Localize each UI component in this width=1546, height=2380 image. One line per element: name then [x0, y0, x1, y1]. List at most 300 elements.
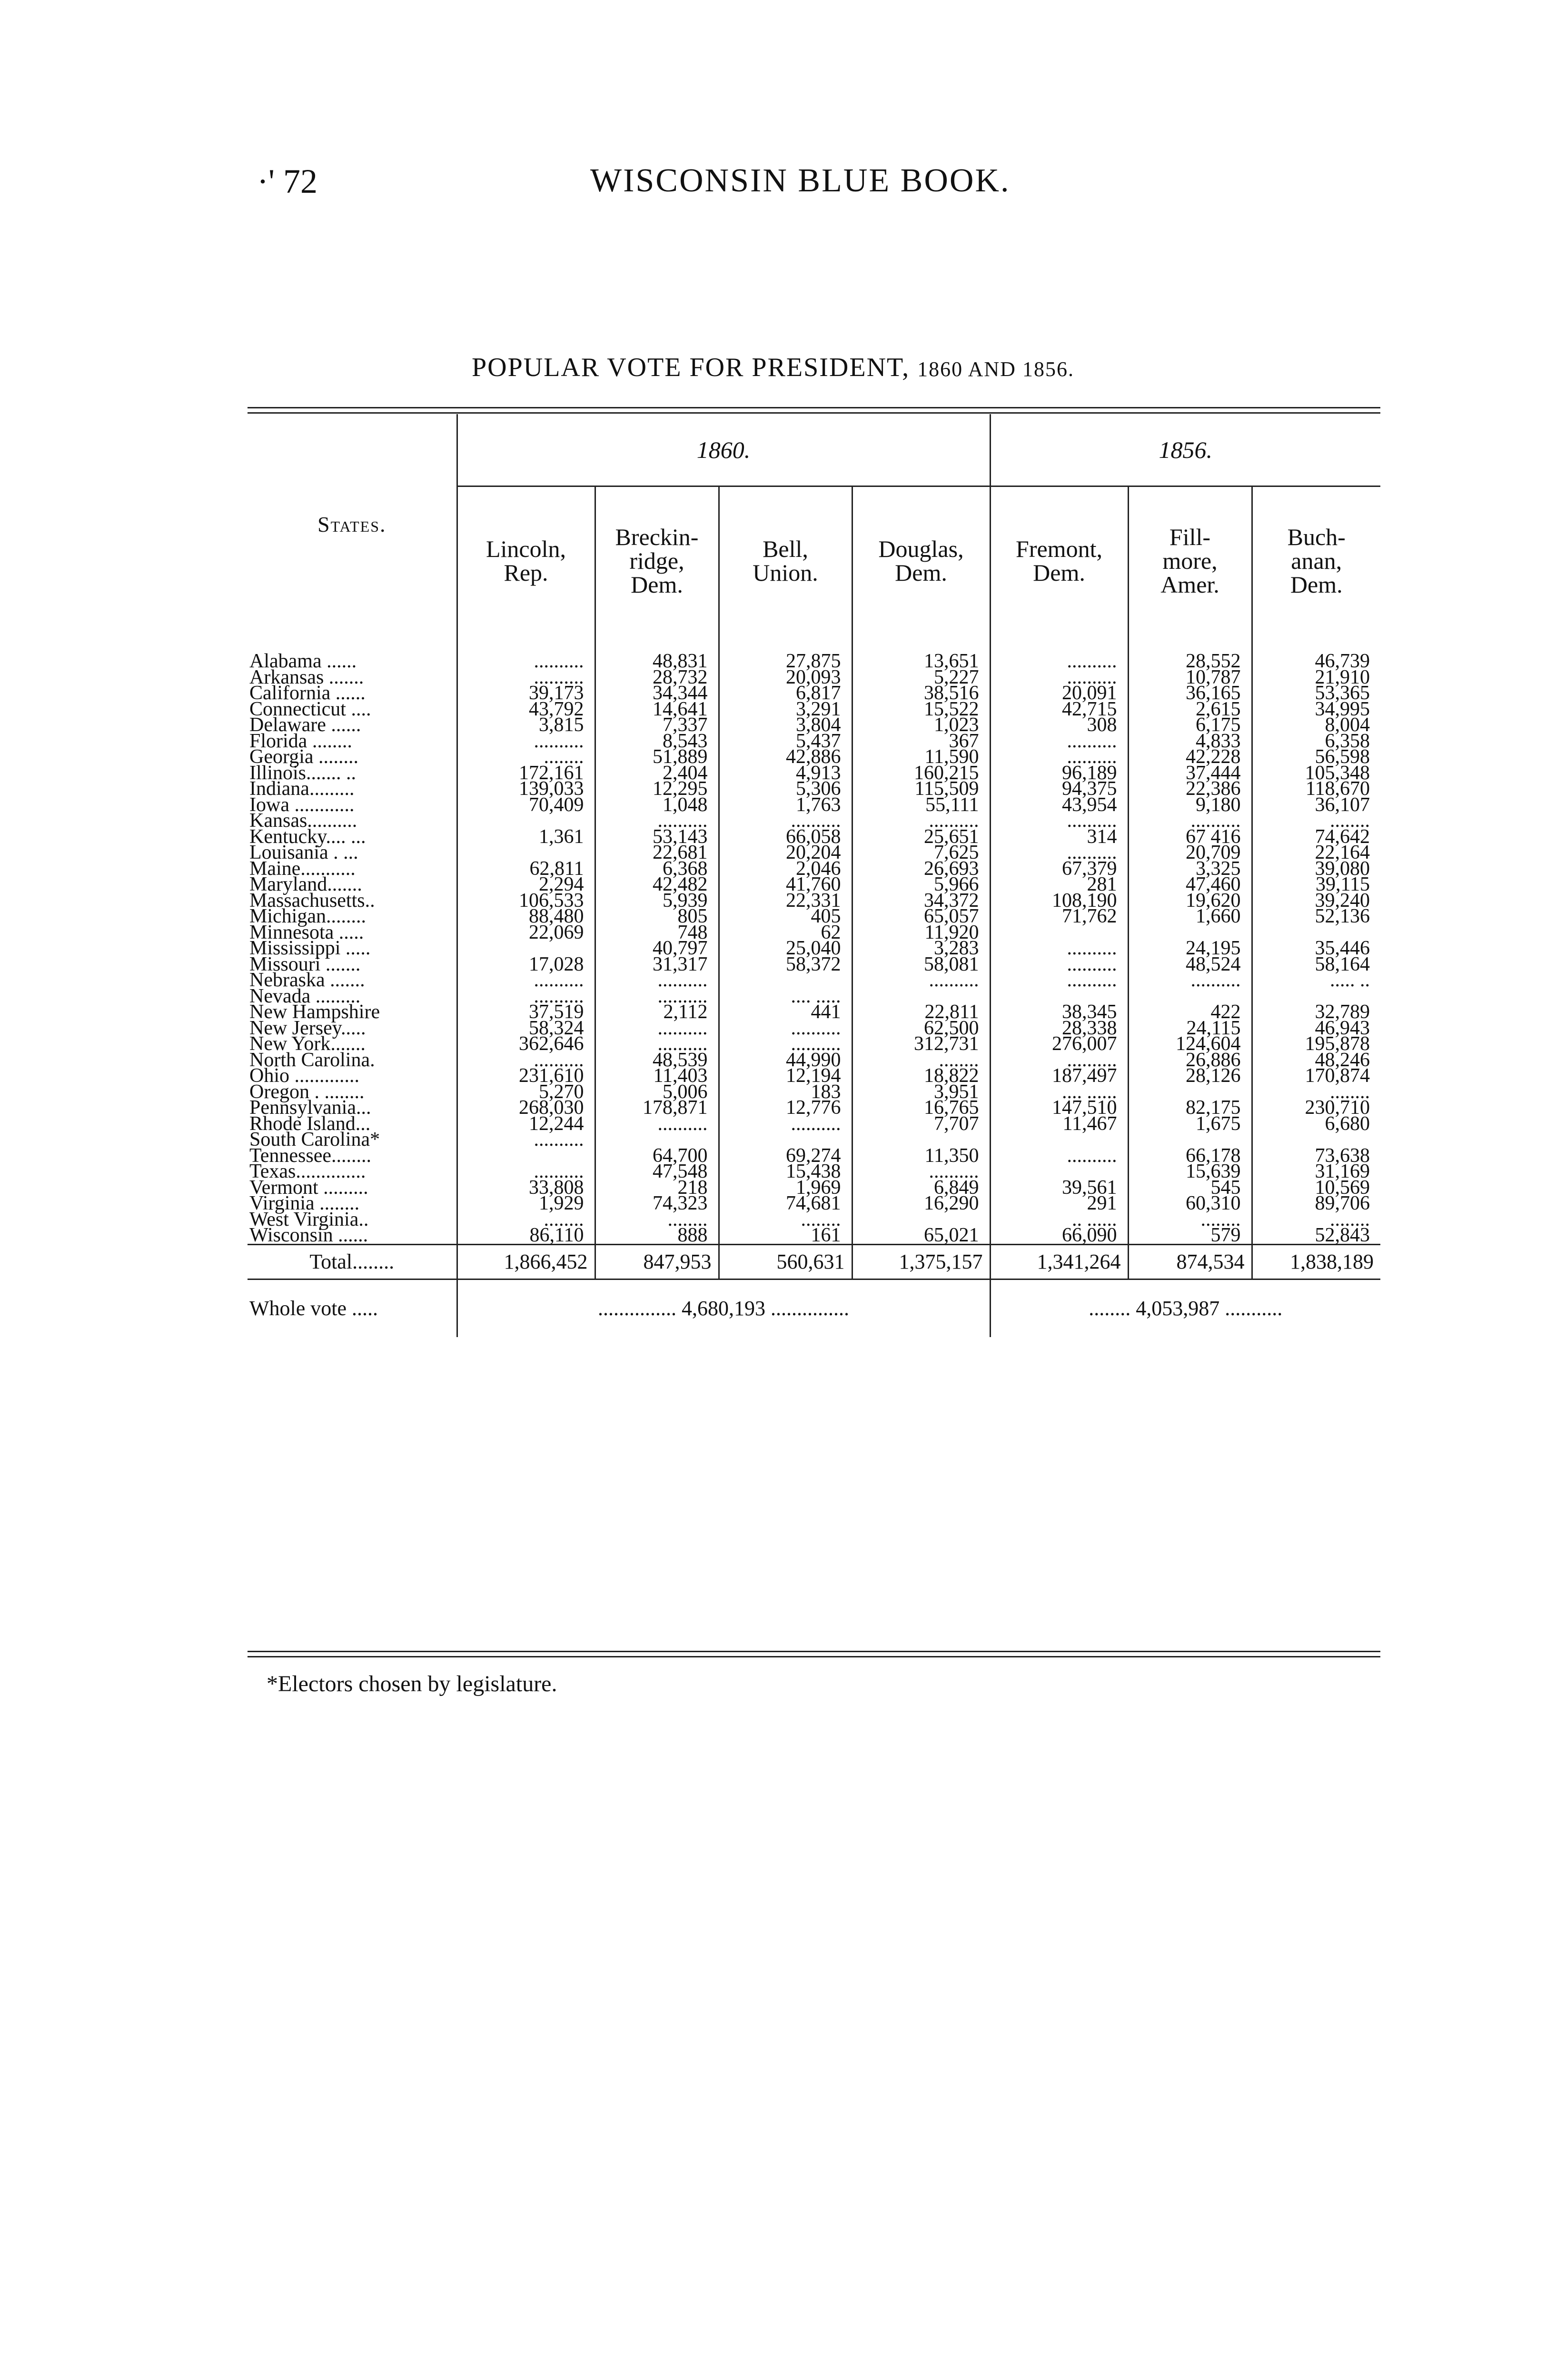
header-line: Lincoln, [486, 536, 566, 562]
fremont-cell: .......... [990, 813, 1128, 829]
lincoln-cell: 37,519 [457, 1004, 595, 1021]
fremont-cell: .......... [990, 1148, 1128, 1164]
lincoln-cell: 1,929 [457, 1196, 595, 1212]
total-douglas: 1,375,157 [852, 1244, 990, 1279]
breckinridge-cell: 31,317 [595, 957, 719, 973]
breckinridge-cell: 2,112 [595, 1004, 719, 1021]
douglas-cell: 11,350 [852, 1148, 990, 1164]
state-name: Mississippi ..... [249, 937, 371, 959]
breckinridge-cell: 1,048 [595, 797, 719, 813]
fillmore-cell: .......... [1128, 813, 1252, 829]
fillmore-cell: 2,615 [1128, 702, 1252, 718]
fremont-cell: 20,091 [990, 685, 1128, 702]
fillmore-header [1128, 486, 1252, 635]
fillmore-cell: 26,886 [1128, 1052, 1252, 1069]
buchanan-cell: 39,115 [1252, 877, 1380, 893]
buchanan-cell: 89,706 [1252, 1196, 1380, 1212]
douglas-cell: 13,651 [852, 635, 990, 670]
table-foot [248, 1244, 1380, 1337]
bell-cell: 41,760 [719, 877, 852, 893]
buchanan-cell: 6,680 [1252, 1116, 1380, 1132]
total-breckinridge: 847,953 [595, 1244, 719, 1279]
fremont-cell: 276,007 [990, 1036, 1128, 1052]
breckinridge-cell: 34,344 [595, 685, 719, 702]
fremont-cell: 314 [990, 829, 1128, 845]
douglas-cell: 15,522 [852, 702, 990, 718]
fillmore-cell: 24,115 [1128, 1021, 1252, 1037]
bell-cell: .......... [719, 1021, 852, 1037]
lincoln-cell: 1,361 [457, 829, 595, 845]
douglas-cell: 11,920 [852, 925, 990, 941]
bell-cell: 12,776 [719, 1100, 852, 1116]
lincoln-cell: 58,324 [457, 1021, 595, 1037]
douglas-cell: 25,651 [852, 829, 990, 845]
header-line: Amer. [1160, 571, 1219, 598]
breckinridge-cell: 748 [595, 925, 719, 941]
fillmore-cell: 82,175 [1128, 1100, 1252, 1116]
bell-cell: .......... [719, 1116, 852, 1132]
bell-cell: 42,886 [719, 749, 852, 765]
lincoln-cell: 62,811 [457, 861, 595, 877]
fremont-cell: 291 [990, 1196, 1128, 1212]
buchanan-cell: 39,080 [1252, 861, 1380, 877]
state-name: Rhode Island... [249, 1112, 371, 1135]
footnote: *Electors chosen by legislature. [267, 1671, 557, 1696]
state-name: Tennessee........ [249, 1144, 371, 1167]
buchanan-cell: 195,878 [1252, 1036, 1380, 1052]
douglas-cell: 3,283 [852, 941, 990, 957]
buchanan-cell: 46,739 [1252, 635, 1380, 670]
state-name: Georgia ........ [249, 746, 359, 768]
breckinridge-cell: .......... [595, 813, 719, 829]
breckinridge-cell: 218 [595, 1180, 719, 1196]
buchanan-cell: 6,358 [1252, 734, 1380, 750]
table-title [0, 352, 1546, 383]
header-line: Fremont, [1016, 536, 1102, 562]
state-name: Maine........... [249, 857, 356, 880]
breckinridge-cell: 47,548 [595, 1164, 719, 1180]
header-line: Dem. [631, 571, 683, 598]
buchanan-cell: 39,240 [1252, 893, 1380, 909]
lincoln-cell: 172,161 [457, 765, 595, 782]
lincoln-cell: 88,480 [457, 909, 595, 925]
bell-cell: 12,194 [719, 1068, 852, 1084]
fillmore-cell: .......... [1128, 972, 1252, 989]
header-line: Breckin- [615, 524, 699, 550]
breckinridge-cell: .......... [595, 989, 719, 1005]
douglas-cell: 6,849 [852, 1180, 990, 1196]
state-name: Wisconsin ...... [249, 1224, 368, 1246]
breckinridge-cell: 22,681 [595, 845, 719, 861]
table-row [248, 1228, 1380, 1244]
douglas-cell: 16,290 [852, 1196, 990, 1212]
lincoln-cell: 70,409 [457, 797, 595, 813]
fremont-cell: 67,379 [990, 861, 1128, 877]
bell-cell: 44,990 [719, 1052, 852, 1069]
state-name: Nevada ......... [249, 985, 361, 1007]
fremont-cell: 108,190 [990, 893, 1128, 909]
buchanan-cell: 56,598 [1252, 749, 1380, 765]
header-line: anan, [1291, 547, 1342, 574]
breckinridge-cell: 48,831 [595, 635, 719, 670]
buchanan-cell: 53,365 [1252, 685, 1380, 702]
fillmore-cell: 22,386 [1128, 781, 1252, 797]
lincoln-cell: 3,815 [457, 717, 595, 734]
lincoln-cell: 268,030 [457, 1100, 595, 1116]
buchanan-cell: 52,136 [1252, 909, 1380, 925]
state-name: Virginia ........ [249, 1192, 360, 1214]
bell-cell: 20,093 [719, 670, 852, 686]
breckinridge-cell: 53,143 [595, 829, 719, 845]
table-body [248, 635, 1380, 1244]
fremont-cell: 38,345 [990, 1004, 1128, 1021]
year-1860-header: 1860. [457, 414, 990, 486]
breckinridge-cell: 14,641 [595, 702, 719, 718]
fremont-cell: 66,090 [990, 1228, 1128, 1244]
buchanan-cell: 10,569 [1252, 1180, 1380, 1196]
breckinridge-cell: 42,482 [595, 877, 719, 893]
lincoln-cell: .......... [457, 1132, 595, 1148]
fremont-cell: 147,510 [990, 1100, 1128, 1116]
state-name: Florida ........ [249, 730, 352, 752]
fremont-cell: .......... [990, 845, 1128, 861]
state-name: Alabama ...... [249, 650, 357, 672]
buchanan-cell: ........ [1252, 1212, 1380, 1228]
lincoln-cell: 22,069 [457, 925, 595, 941]
douglas-cell: 1,023 [852, 717, 990, 734]
bell-cell: 161 [719, 1228, 852, 1244]
bell-cell: ........ [719, 1212, 852, 1228]
douglas-cell: 38,516 [852, 685, 990, 702]
lincoln-cell: 139,033 [457, 781, 595, 797]
bell-cell: 25,040 [719, 941, 852, 957]
breckinridge-cell: 51,889 [595, 749, 719, 765]
fillmore-cell: 422 [1128, 1004, 1252, 1021]
buchanan-cell: 52,843 [1252, 1228, 1380, 1244]
total-row [248, 1244, 1380, 1279]
buchanan-header [1252, 486, 1380, 635]
douglas-header [852, 486, 990, 635]
whole-vote-1860: ............... 4,680,193 ............... [457, 1279, 990, 1337]
state-name: Missouri ....... [249, 953, 361, 975]
table-row [248, 909, 1380, 925]
breckinridge-cell: 178,871 [595, 1100, 719, 1116]
header-line: more, [1162, 547, 1218, 574]
fremont-cell: 96,189 [990, 765, 1128, 782]
buchanan-cell: 34,995 [1252, 702, 1380, 718]
fillmore-cell: 579 [1128, 1228, 1252, 1244]
douglas-cell: .......... [852, 972, 990, 989]
fillmore-cell: 124,604 [1128, 1036, 1252, 1052]
breckinridge-cell: 74,323 [595, 1196, 719, 1212]
fillmore-cell: 66,178 [1128, 1148, 1252, 1164]
fillmore-cell: 36,165 [1128, 685, 1252, 702]
state-name: West Virginia.. [249, 1208, 369, 1230]
breckinridge-cell: 8,543 [595, 734, 719, 750]
header-line: Union. [753, 559, 818, 586]
lincoln-cell: 362,646 [457, 1036, 595, 1052]
buchanan-cell: 8,004 [1252, 717, 1380, 734]
bell-cell: 2,046 [719, 861, 852, 877]
fillmore-cell: 20,709 [1128, 845, 1252, 861]
bottom-rule-2 [248, 1656, 1380, 1657]
whole-vote-row [248, 1279, 1380, 1337]
fremont-cell: .......... [990, 941, 1128, 957]
buchanan-cell: 118,670 [1252, 781, 1380, 797]
fillmore-cell: 545 [1128, 1180, 1252, 1196]
state-name: Maryland....... [249, 873, 362, 895]
fillmore-cell: 47,460 [1128, 877, 1252, 893]
buchanan-cell: 35,446 [1252, 941, 1380, 957]
fremont-cell: 43,954 [990, 797, 1128, 813]
whole-vote-1856: ........ 4,053,987 ........... [990, 1279, 1380, 1337]
buchanan-cell: 32,789 [1252, 1004, 1380, 1021]
fremont-cell: 39,561 [990, 1180, 1128, 1196]
lincoln-cell: 39,173 [457, 685, 595, 702]
buchanan-cell: 48,246 [1252, 1052, 1380, 1069]
douglas-cell: 3,951 [852, 1084, 990, 1101]
table-row [248, 635, 1380, 670]
state-name: Minnesota ..... [249, 921, 364, 943]
buchanan-cell: ........ [1252, 1084, 1380, 1101]
page-header [0, 162, 1546, 209]
douglas-cell: 18,822 [852, 1068, 990, 1084]
total-fillmore: 874,534 [1128, 1244, 1252, 1279]
fremont-cell: .. ...... [990, 1212, 1128, 1228]
header-line: Rep. [504, 559, 548, 586]
buchanan-cell: 22,164 [1252, 845, 1380, 861]
states-column-header: States. [317, 512, 386, 536]
breckinridge-cell: .......... [595, 1036, 719, 1052]
douglas-cell: 62,500 [852, 1021, 990, 1037]
breckinridge-cell: 2,404 [595, 765, 719, 782]
douglas-cell: 11,590 [852, 749, 990, 765]
header-line: Bell, [763, 536, 808, 562]
state-name: Michigan........ [249, 905, 366, 927]
fremont-cell: .......... [990, 670, 1128, 686]
state-name: Connecticut .... [249, 698, 371, 720]
state-name: Illinois....... .. [249, 762, 357, 784]
state-name: North Carolina. [249, 1049, 375, 1071]
bell-cell: 405 [719, 909, 852, 925]
popular-vote-table [248, 414, 1380, 1337]
state-name: Louisania . ... [249, 842, 358, 863]
lincoln-cell: .......... [457, 1164, 595, 1180]
top-rule-2 [248, 412, 1380, 414]
bell-cell: 62 [719, 925, 852, 941]
table-title-text: POPULAR VOTE FOR PRESIDENT, [472, 353, 910, 382]
running-title: WISCONSIN BLUE BOOK. [590, 162, 1011, 199]
bottom-rule-1 [248, 1651, 1380, 1652]
bell-cell: 58,372 [719, 957, 852, 973]
bell-cell: 183 [719, 1084, 852, 1101]
fremont-cell: .......... [990, 957, 1128, 973]
total-buchanan: 1,838,189 [1252, 1244, 1380, 1279]
table-title-years: 1860 AND 1856. [917, 357, 1074, 381]
fremont-header [990, 486, 1128, 635]
lincoln-cell: 106,533 [457, 893, 595, 909]
fremont-cell: .......... [990, 749, 1128, 765]
lincoln-cell: .......... [457, 734, 595, 750]
breckinridge-cell: 5,939 [595, 893, 719, 909]
bell-cell: 3,804 [719, 717, 852, 734]
breckinridge-cell: 805 [595, 909, 719, 925]
fillmore-cell: 24,195 [1128, 941, 1252, 957]
fillmore-cell: 10,787 [1128, 670, 1252, 686]
douglas-cell: 5,966 [852, 877, 990, 893]
breckinridge-header [595, 486, 719, 635]
lincoln-cell: .......... [457, 1052, 595, 1069]
lincoln-cell: 2,294 [457, 877, 595, 893]
state-name: Arkansas ....... [249, 666, 364, 688]
breckinridge-cell: 28,732 [595, 670, 719, 686]
douglas-cell: 7,625 [852, 845, 990, 861]
fremont-cell: 71,762 [990, 909, 1128, 925]
breckinridge-cell: 5,006 [595, 1084, 719, 1101]
year-1856-header: 1856. [990, 414, 1380, 486]
bell-cell: 4,913 [719, 765, 852, 782]
bell-cell: 74,681 [719, 1196, 852, 1212]
breckinridge-cell: ........ [595, 1212, 719, 1228]
douglas-cell: 58,081 [852, 957, 990, 973]
header-line: Douglas, [878, 536, 964, 562]
fremont-cell: 187,497 [990, 1068, 1128, 1084]
fremont-cell: 11,467 [990, 1116, 1128, 1132]
fremont-cell: 42,715 [990, 702, 1128, 718]
fillmore-cell: 37,444 [1128, 765, 1252, 782]
table-row [248, 1116, 1380, 1132]
fillmore-cell: 28,552 [1128, 635, 1252, 670]
douglas-cell: 115,509 [852, 781, 990, 797]
douglas-cell: 160,215 [852, 765, 990, 782]
fremont-cell: .......... [990, 734, 1128, 750]
lincoln-cell: 5,270 [457, 1084, 595, 1101]
bell-cell: 1,763 [719, 797, 852, 813]
bell-cell: 5,306 [719, 781, 852, 797]
bell-cell: .......... [719, 813, 852, 829]
breckinridge-cell: 12,295 [595, 781, 719, 797]
bell-cell: 441 [719, 1004, 852, 1021]
breckinridge-cell: 888 [595, 1228, 719, 1244]
breckinridge-cell: 11,403 [595, 1068, 719, 1084]
state-name: Delaware ...... [249, 714, 361, 736]
fremont-cell: .......... [990, 1052, 1128, 1069]
douglas-cell: .......... [852, 1164, 990, 1180]
lincoln-cell: 86,110 [457, 1228, 595, 1244]
buchanan-cell: 36,107 [1252, 797, 1380, 813]
douglas-cell: 34,372 [852, 893, 990, 909]
buchanan-cell: 46,943 [1252, 1021, 1380, 1037]
fillmore-cell: 19,620 [1128, 893, 1252, 909]
bell-cell: 15,438 [719, 1164, 852, 1180]
buchanan-cell: 170,874 [1252, 1068, 1380, 1084]
douglas-cell: 65,057 [852, 909, 990, 925]
state-name: New York....... [249, 1033, 366, 1055]
fremont-cell: 94,375 [990, 781, 1128, 797]
douglas-cell: ........ [852, 1052, 990, 1069]
breckinridge-cell: 64,700 [595, 1148, 719, 1164]
fremont-cell: .... ...... [990, 1084, 1128, 1101]
buchanan-cell: ..... .. [1252, 972, 1380, 989]
douglas-cell: 367 [852, 734, 990, 750]
header-line: Buch- [1287, 524, 1346, 550]
douglas-cell: 16,765 [852, 1100, 990, 1116]
lincoln-cell: .......... [457, 989, 595, 1005]
buchanan-cell: 21,910 [1252, 670, 1380, 686]
bell-cell: 3,291 [719, 702, 852, 718]
bell-cell: 69,274 [719, 1148, 852, 1164]
douglas-cell: 312,731 [852, 1036, 990, 1052]
header-line: Dem. [1290, 571, 1343, 598]
header-line: Dem. [895, 559, 947, 586]
breckinridge-cell: 7,337 [595, 717, 719, 734]
bell-cell: .......... [719, 1036, 852, 1052]
fillmore-cell: 28,126 [1128, 1068, 1252, 1084]
buchanan-cell: 230,710 [1252, 1100, 1380, 1116]
douglas-cell: 5,227 [852, 670, 990, 686]
fillmore-cell: 6,175 [1128, 717, 1252, 734]
lincoln-cell: 231,610 [457, 1068, 595, 1084]
state-name: California ...... [249, 682, 366, 704]
bell-cell: 22,331 [719, 893, 852, 909]
lincoln-cell: .......... [457, 635, 595, 670]
bell-cell: 66,058 [719, 829, 852, 845]
douglas-cell: 22,811 [852, 1004, 990, 1021]
state-name: Kansas.......... [249, 810, 357, 832]
buchanan-cell: 73,638 [1252, 1148, 1380, 1164]
lincoln-cell: 17,028 [457, 957, 595, 973]
lincoln-cell: ........ [457, 1212, 595, 1228]
fillmore-cell: 67 416 [1128, 829, 1252, 845]
breckinridge-cell: .......... [595, 1021, 719, 1037]
total-fremont: 1,341,264 [990, 1244, 1128, 1279]
douglas-cell: 7,707 [852, 1116, 990, 1132]
fillmore-cell: 9,180 [1128, 797, 1252, 813]
buchanan-cell: 105,348 [1252, 765, 1380, 782]
lincoln-cell: 12,244 [457, 1116, 595, 1132]
lincoln-cell: 43,792 [457, 702, 595, 718]
page-number: ·' 72 [257, 162, 317, 200]
header-line: Dem. [1033, 559, 1085, 586]
state-name: South Carolina* [249, 1129, 380, 1150]
state-name: Texas.............. [249, 1160, 366, 1182]
fillmore-cell: ........ [1128, 1212, 1252, 1228]
fremont-cell: 281 [990, 877, 1128, 893]
breckinridge-cell: 48,539 [595, 1052, 719, 1069]
fremont-cell: 28,338 [990, 1021, 1128, 1037]
state-name: Iowa ............ [249, 793, 355, 816]
state-name: Ohio ............. [249, 1065, 359, 1087]
douglas-cell: 55,111 [852, 797, 990, 813]
fillmore-cell: 3,325 [1128, 861, 1252, 877]
bell-header [719, 486, 852, 635]
fremont-cell: .......... [990, 972, 1128, 989]
fillmore-cell: 15,639 [1128, 1164, 1252, 1180]
fillmore-cell: 60,310 [1128, 1196, 1252, 1212]
header-line: Fill- [1169, 524, 1211, 550]
fillmore-cell: 42,228 [1128, 749, 1252, 765]
total-label: Total........ [248, 1244, 457, 1279]
total-bell: 560,631 [719, 1244, 852, 1279]
bell-cell: 6,817 [719, 685, 852, 702]
fremont-cell: 308 [990, 717, 1128, 734]
total-lincoln: 1,866,452 [457, 1244, 595, 1279]
bell-cell: 1,969 [719, 1180, 852, 1196]
douglas-cell: 26,693 [852, 861, 990, 877]
fillmore-cell: 48,524 [1128, 957, 1252, 973]
buchanan-cell: ........ [1252, 813, 1380, 829]
douglas-cell: 65,021 [852, 1228, 990, 1244]
